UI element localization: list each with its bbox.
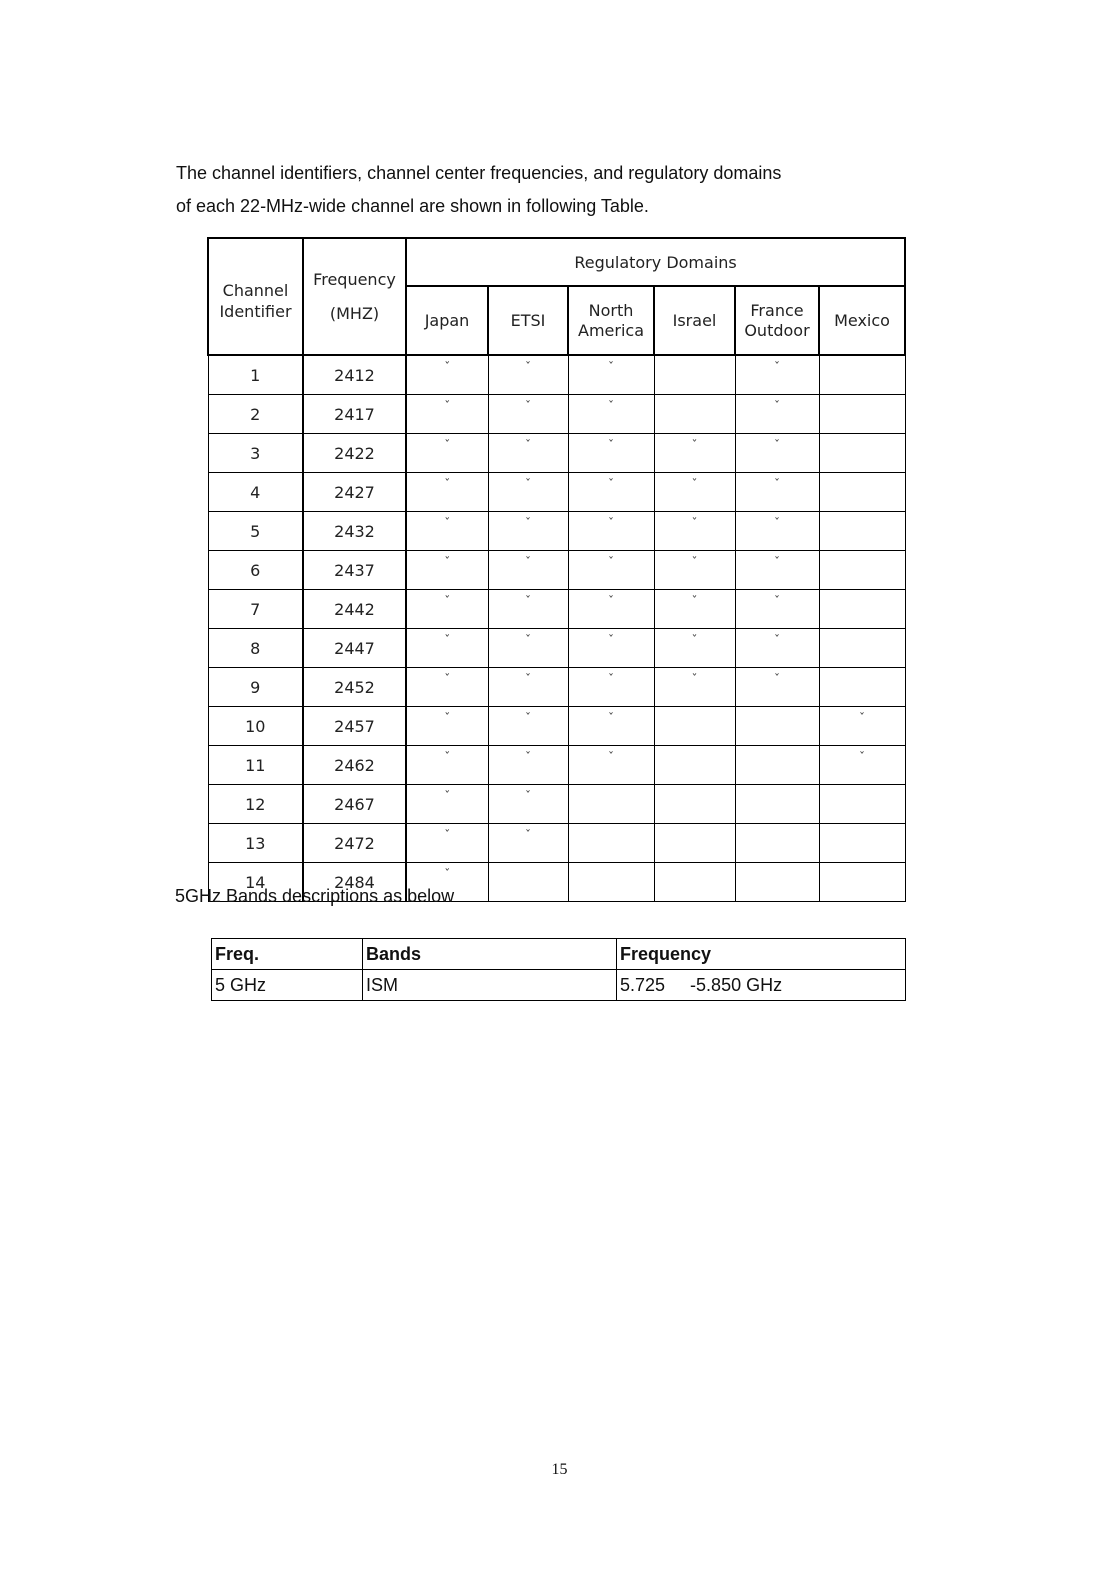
channel-regulatory-table [207, 237, 906, 902]
check-mark-cell: ˇ [488, 785, 568, 824]
check-mark-cell: ˇ [568, 590, 654, 629]
channel-cell: 8 [208, 629, 303, 668]
bands-header-cell: Freq. [212, 939, 363, 970]
check-mark-cell: ˇ [735, 395, 819, 434]
check-mark-cell: ˇ [568, 746, 654, 785]
check-mark-cell: ˇ [568, 395, 654, 434]
check-mark-cell: ˇ [735, 355, 819, 395]
header-channel-identifier: Channel Identifier [208, 238, 303, 355]
frequency-cell: 2484 [303, 863, 406, 902]
check-mark-cell: ˇ [819, 746, 905, 785]
check-mark-cell: ˇ [406, 863, 488, 902]
empty-cell [819, 395, 905, 434]
frequency-cell: 2427 [303, 473, 406, 512]
empty-cell [568, 863, 654, 902]
check-mark-cell: ˇ [406, 395, 488, 434]
check-mark-cell: ˇ [488, 746, 568, 785]
check-mark-cell: ˇ [406, 785, 488, 824]
bands-cell: 5.725 -5.850 GHz [617, 970, 906, 1001]
table-row [208, 629, 905, 668]
frequency-cell: 2447 [303, 629, 406, 668]
empty-cell [568, 824, 654, 863]
empty-cell [488, 863, 568, 902]
table-row [208, 668, 905, 707]
check-mark-cell: ˇ [568, 629, 654, 668]
check-mark-cell: ˇ [406, 746, 488, 785]
channel-cell: 1 [208, 355, 303, 395]
empty-cell [654, 824, 735, 863]
check-mark-cell: ˇ [735, 668, 819, 707]
check-mark-cell: ˇ [654, 590, 735, 629]
empty-cell [735, 785, 819, 824]
frequency-cell: 2417 [303, 395, 406, 434]
bands-header-cell: Bands [363, 939, 617, 970]
bands-header-cell: Frequency [617, 939, 906, 970]
intro-line-2: of each 22-MHz-wide channel are shown in following Table. [176, 196, 649, 216]
table-row [208, 824, 905, 863]
frequency-cell: 2432 [303, 512, 406, 551]
check-mark-cell: ˇ [735, 512, 819, 551]
check-mark-cell: ˇ [568, 473, 654, 512]
check-mark-cell: ˇ [406, 434, 488, 473]
empty-cell [819, 863, 905, 902]
frequency-cell: 2422 [303, 434, 406, 473]
check-mark-cell: ˇ [568, 512, 654, 551]
check-mark-cell: ˇ [488, 395, 568, 434]
empty-cell [654, 395, 735, 434]
empty-cell [735, 746, 819, 785]
check-mark-cell: ˇ [568, 551, 654, 590]
check-mark-cell: ˇ [735, 473, 819, 512]
frequency-cell: 2442 [303, 590, 406, 629]
check-mark-cell: ˇ [488, 512, 568, 551]
bands-table [211, 938, 906, 1001]
check-mark-cell: ˇ [654, 551, 735, 590]
header-domain: ETSI [488, 286, 568, 355]
table-row [208, 512, 905, 551]
check-mark-cell: ˇ [735, 434, 819, 473]
empty-cell [654, 355, 735, 395]
table-row [208, 707, 905, 746]
check-mark-cell: ˇ [406, 707, 488, 746]
check-mark-cell: ˇ [406, 355, 488, 395]
check-mark-cell: ˇ [654, 512, 735, 551]
check-mark-cell: ˇ [735, 629, 819, 668]
intro-paragraph [176, 157, 936, 223]
check-mark-cell: ˇ [735, 590, 819, 629]
empty-cell [819, 668, 905, 707]
check-mark-cell: ˇ [406, 668, 488, 707]
header-domain: North America [568, 286, 654, 355]
empty-cell [735, 824, 819, 863]
empty-cell [819, 590, 905, 629]
channel-cell: 13 [208, 824, 303, 863]
check-mark-cell: ˇ [654, 434, 735, 473]
empty-cell [654, 746, 735, 785]
table-row [208, 395, 905, 434]
table-row [208, 590, 905, 629]
intro-line-1: The channel identifiers, channel center frequencies, and regulatory domains [176, 163, 782, 183]
header-regulatory-domains: Regulatory Domains [406, 238, 905, 286]
channel-cell: 4 [208, 473, 303, 512]
channel-cell: 11 [208, 746, 303, 785]
header-domain: Mexico [819, 286, 905, 355]
table-row [208, 551, 905, 590]
check-mark-cell: ˇ [488, 824, 568, 863]
header-frequency: Frequency (MHZ) [303, 238, 406, 355]
check-mark-cell: ˇ [654, 629, 735, 668]
check-mark-cell: ˇ [488, 434, 568, 473]
channel-cell: 9 [208, 668, 303, 707]
frequency-cell: 2467 [303, 785, 406, 824]
check-mark-cell: ˇ [654, 668, 735, 707]
channel-cell: 2 [208, 395, 303, 434]
empty-cell [819, 434, 905, 473]
check-mark-cell: ˇ [735, 551, 819, 590]
empty-cell [735, 707, 819, 746]
channel-cell: 5 [208, 512, 303, 551]
empty-cell [819, 551, 905, 590]
table-row [208, 785, 905, 824]
frequency-cell: 2462 [303, 746, 406, 785]
empty-cell [654, 707, 735, 746]
empty-cell [819, 785, 905, 824]
table-row [208, 434, 905, 473]
bands-section-title: 5GHz Bands descriptions as below [175, 886, 455, 906]
frequency-cell: 2452 [303, 668, 406, 707]
header-domain: Israel [654, 286, 735, 355]
check-mark-cell: ˇ [568, 707, 654, 746]
header-domain: Japan [406, 286, 488, 355]
check-mark-cell: ˇ [568, 355, 654, 395]
check-mark-cell: ˇ [568, 668, 654, 707]
empty-cell [819, 355, 905, 395]
check-mark-cell: ˇ [406, 629, 488, 668]
channel-cell: 12 [208, 785, 303, 824]
check-mark-cell: ˇ [406, 473, 488, 512]
empty-cell [735, 863, 819, 902]
check-mark-cell: ˇ [654, 473, 735, 512]
empty-cell [819, 512, 905, 551]
check-mark-cell: ˇ [406, 590, 488, 629]
check-mark-cell: ˇ [488, 668, 568, 707]
check-mark-cell: ˇ [488, 590, 568, 629]
header-domain: France Outdoor [735, 286, 819, 355]
channel-cell: 7 [208, 590, 303, 629]
empty-cell [819, 824, 905, 863]
frequency-cell: 2412 [303, 355, 406, 395]
table-row [208, 355, 905, 395]
check-mark-cell: ˇ [488, 355, 568, 395]
empty-cell [654, 863, 735, 902]
check-mark-cell: ˇ [568, 434, 654, 473]
channel-cell: 14 [208, 863, 303, 902]
frequency-cell: 2437 [303, 551, 406, 590]
bands-cell: ISM [363, 970, 617, 1001]
table-row [208, 746, 905, 785]
empty-cell [568, 785, 654, 824]
table-row [212, 970, 906, 1001]
check-mark-cell: ˇ [488, 707, 568, 746]
frequency-cell: 2472 [303, 824, 406, 863]
empty-cell [654, 785, 735, 824]
check-mark-cell: ˇ [488, 629, 568, 668]
empty-cell [819, 629, 905, 668]
frequency-cell: 2457 [303, 707, 406, 746]
empty-cell [819, 473, 905, 512]
channel-cell: 3 [208, 434, 303, 473]
check-mark-cell: ˇ [488, 551, 568, 590]
check-mark-cell: ˇ [406, 512, 488, 551]
check-mark-cell: ˇ [406, 824, 488, 863]
channel-cell: 6 [208, 551, 303, 590]
page-number: 15 [551, 1461, 568, 1478]
channel-cell: 10 [208, 707, 303, 746]
check-mark-cell: ˇ [488, 473, 568, 512]
check-mark-cell: ˇ [819, 707, 905, 746]
bands-cell: 5 GHz [212, 970, 363, 1001]
table-row [208, 473, 905, 512]
check-mark-cell: ˇ [406, 551, 488, 590]
